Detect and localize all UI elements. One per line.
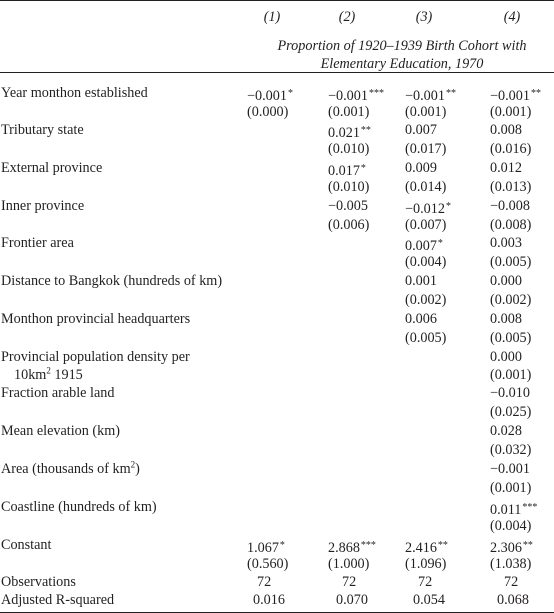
row-label: Mean elevation (km) [1, 423, 120, 439]
cell: 2.868*** [328, 540, 376, 556]
table-row-se [0, 366, 554, 385]
table-row-se [0, 178, 554, 197]
cell: 0.008 [490, 311, 522, 327]
row-label-continued: $10km^2$ 1915 [14, 365, 83, 383]
cell: 72 [418, 574, 433, 590]
row-label: Observations [1, 574, 76, 590]
table-row [0, 591, 554, 610]
table-row-se [0, 103, 554, 122]
row-label: Monthon provincial headquarters [1, 311, 191, 327]
cell: −0.001*** [328, 88, 384, 104]
cell: 72 [504, 574, 519, 590]
cell: (0.001) [405, 104, 447, 120]
cell: 0.070 [336, 592, 368, 608]
row-label: Adjusted R-squared [1, 592, 115, 608]
cell: 0.000 [490, 349, 522, 365]
cell: −0.008 [490, 198, 530, 214]
table-row [0, 310, 554, 329]
table-row-se [0, 441, 554, 460]
cell: 0.011*** [490, 502, 538, 518]
cell: 0.006 [405, 311, 437, 327]
cell: 1.067* [247, 540, 285, 556]
cell: (0.001) [490, 367, 532, 383]
cell: (0.002) [490, 292, 532, 308]
cell: (0.005) [405, 330, 447, 346]
table-row [0, 84, 554, 103]
table-row [0, 234, 554, 253]
table-row-se [0, 403, 554, 422]
column-header-3: (3) [415, 9, 433, 25]
cell: 0.028 [490, 423, 522, 439]
dependent-variable-caption [252, 37, 552, 73]
row-label: Distance to Bangkok (hundreds of km) [1, 273, 223, 289]
table-row [0, 573, 554, 592]
table-row [0, 197, 554, 216]
table-row [0, 536, 554, 555]
cell: (0.001) [490, 480, 532, 496]
column-header-4: (4) [503, 9, 521, 25]
table-row-se [0, 479, 554, 498]
cell: 0.000 [490, 273, 522, 289]
row-label: Provincial population density per [1, 349, 190, 365]
cell: (1.038) [490, 556, 532, 572]
cell: 0.003 [490, 235, 522, 251]
table-row [0, 348, 554, 367]
row-label: Area (thousands of $km^2$) [1, 459, 140, 477]
cell: 0.001 [405, 273, 437, 289]
cell: 0.009 [405, 160, 437, 176]
cell: −0.001* [247, 88, 293, 104]
cell: (0.010) [328, 141, 370, 157]
row-label: External province [1, 160, 103, 176]
cell: (0.000) [247, 104, 289, 120]
row-label: Fraction arable land [1, 385, 115, 401]
header-rule [0, 72, 554, 73]
row-label: Frontier area [1, 235, 74, 251]
cell: 0.007 [405, 122, 437, 138]
cell: (0.032) [490, 442, 532, 458]
cell: (0.016) [490, 141, 532, 157]
dependent-variable-line-2: Elementary Education, 1970 [320, 56, 484, 72]
cell: (0.025) [490, 404, 532, 420]
column-header-1: (1) [263, 9, 281, 25]
cell: 0.012 [490, 160, 522, 176]
dependent-variable-line-1: Proportion of 1920–1939 Birth Cohort with [277, 38, 527, 54]
cell: (0.014) [405, 179, 447, 195]
cell: (0.006) [328, 217, 370, 233]
table-row [0, 422, 554, 441]
cell: (0.002) [405, 292, 447, 308]
cell: 72 [342, 574, 357, 590]
cell: (0.010) [328, 179, 370, 195]
cell: 0.068 [497, 592, 529, 608]
cell: (0.007) [405, 217, 447, 233]
cell: (0.013) [490, 179, 532, 195]
cell: (0.005) [490, 330, 532, 346]
cell: 72 [257, 574, 272, 590]
cell: (0.008) [490, 217, 532, 233]
cell: −0.005 [328, 198, 368, 214]
table-row [0, 384, 554, 403]
table-row-se [0, 329, 554, 348]
table-row [0, 121, 554, 140]
cell: 0.054 [413, 592, 445, 608]
cell: (1.096) [405, 556, 447, 572]
top-rule [0, 0, 554, 1]
cell: −0.012* [405, 201, 451, 217]
cell: 0.017* [328, 163, 366, 179]
cell: −0.001** [490, 88, 541, 104]
cell: (0.017) [405, 141, 447, 157]
cell: −0.001** [405, 88, 456, 104]
table-row-se [0, 555, 554, 574]
row-label: Inner province [1, 198, 85, 214]
table-row [0, 460, 554, 479]
column-header-2: (2) [338, 9, 356, 25]
table-row-se [0, 140, 554, 159]
row-label: Constant [1, 537, 52, 553]
row-label: Year monthon established [1, 85, 148, 101]
table-row-se [0, 216, 554, 235]
table-row [0, 498, 554, 517]
cell: 2.306** [490, 540, 533, 556]
cell: (0.004) [490, 518, 532, 534]
cell: −0.010 [490, 385, 530, 401]
row-label: Tributary state [1, 122, 84, 138]
table-row-se [0, 291, 554, 310]
table-row-se [0, 517, 554, 536]
cell: 2.416** [405, 540, 448, 556]
cell: 0.008 [490, 122, 522, 138]
table-row [0, 159, 554, 178]
row-label: Coastline (hundreds of km) [1, 499, 157, 515]
cell: (1.000) [328, 556, 370, 572]
table-row [0, 272, 554, 291]
table-row-se [0, 253, 554, 272]
cell: (0.001) [328, 104, 370, 120]
cell: (0.005) [490, 254, 532, 270]
cell: (0.004) [405, 254, 447, 270]
cell: 0.007* [405, 238, 443, 254]
cell: (0.560) [247, 556, 289, 572]
cell: 0.021** [328, 125, 371, 141]
cell: 0.016 [253, 592, 285, 608]
cell: (0.001) [490, 104, 532, 120]
cell: −0.001 [490, 461, 530, 477]
